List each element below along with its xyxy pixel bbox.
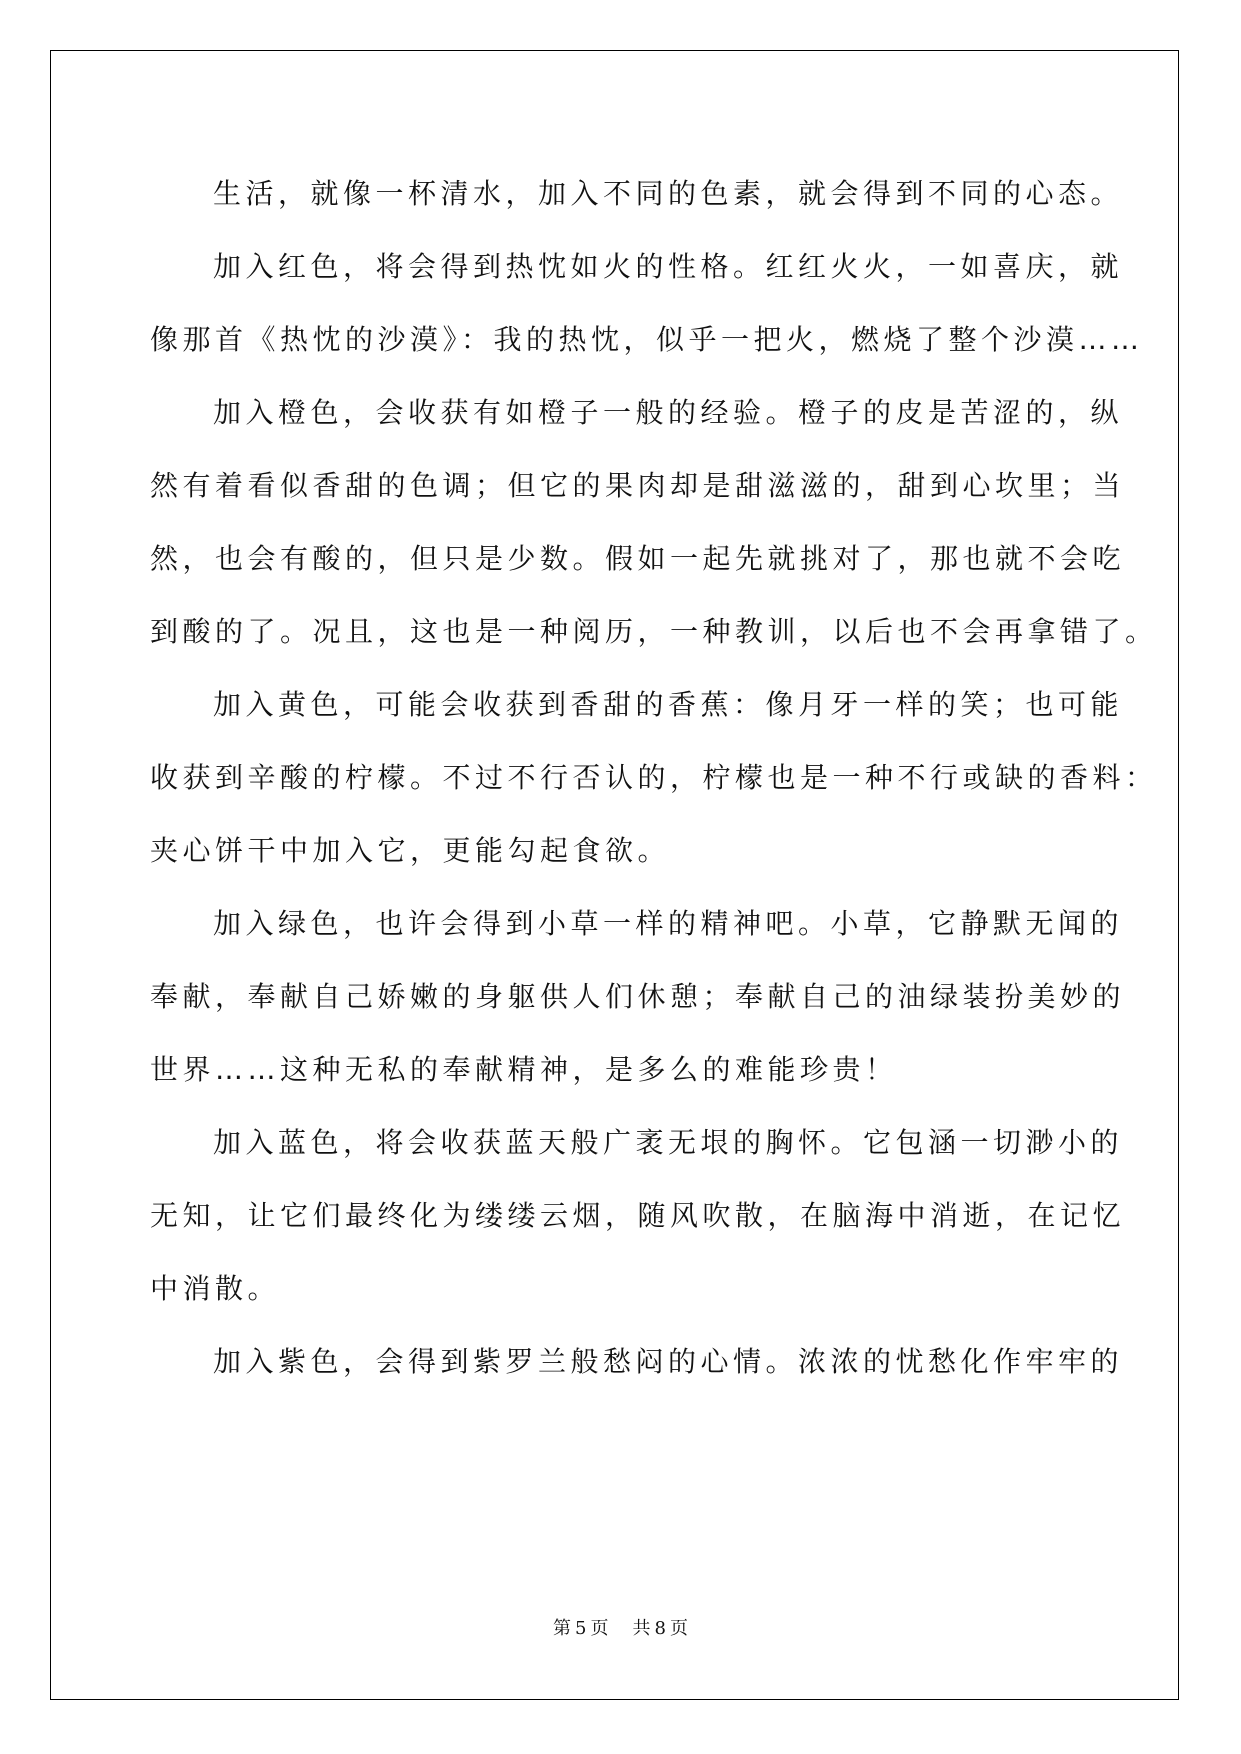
paragraph-3-line-1: 加入橙色，会收获有如橙子一般的经验。橙子的皮是苦涩的，纵 xyxy=(213,396,1124,429)
paragraph-4-line-2: 收获到辛酸的柠檬。不过不行否认的，柠檬也是一种不行或缺的香料： xyxy=(150,761,1158,794)
paragraph-6-line-3: 中消散。 xyxy=(150,1272,281,1305)
paragraph-3-line-4: 到酸的了。况且，这也是一种阅历，一种教训，以后也不会再拿错了。 xyxy=(150,615,1158,648)
page-total: 8 xyxy=(654,1618,666,1639)
total-unit: 页 xyxy=(669,1618,688,1639)
paragraph-4-line-3: 夹心饼干中加入它，更能勾起食欲。 xyxy=(150,834,671,867)
paragraph-6-line-1: 加入蓝色，将会收获蓝天般广袤无垠的胸怀。它包涵一切渺小的 xyxy=(213,1126,1124,1159)
paragraph-1-line-1: 生活，就像一杯清水，加入不同的色素，就会得到不同的心态。 xyxy=(213,177,1124,210)
page-current: 5 xyxy=(575,1618,587,1639)
paragraph-3-line-3: 然，也会有酸的，但只是少数。假如一起先就挑对了，那也就不会吃 xyxy=(150,542,1126,575)
page-unit: 页 xyxy=(590,1618,609,1639)
page-footer xyxy=(0,1614,1241,1640)
paragraph-5-line-1: 加入绿色，也许会得到小草一样的精神吧。小草，它静默无闻的 xyxy=(213,907,1124,940)
total-label: 共 xyxy=(632,1618,651,1639)
paragraph-2-line-1: 加入红色，将会得到热忱如火的性格。红红火火，一如喜庆，就 xyxy=(213,250,1124,283)
paragraph-4-line-1: 加入黄色，可能会收获到香甜的香蕉：像月牙一样的笑；也可能 xyxy=(213,688,1124,721)
paragraph-6-line-2: 无知，让它们最终化为缕缕云烟，随风吹散，在脑海中消逝，在记忆 xyxy=(150,1199,1126,1232)
paragraph-5-line-2: 奉献，奉献自己娇嫩的身躯供人们休憩；奉献自己的油绿装扮美妙的 xyxy=(150,980,1126,1013)
paragraph-7-line-1: 加入紫色，会得到紫罗兰般愁闷的心情。浓浓的忧愁化作牢牢的 xyxy=(213,1345,1124,1378)
paragraph-5-line-3: 世界……这种无私的奉献精神，是多么的难能珍贵！ xyxy=(150,1053,898,1086)
page-label: 第 xyxy=(553,1618,572,1639)
paragraph-3-line-2: 然有着看似香甜的色调；但它的果肉却是甜滋滋的，甜到心坎里；当 xyxy=(150,469,1126,502)
paragraph-2-line-2: 像那首《热忱的沙漠》：我的热忱，似乎一把火，燃烧了整个沙漠…… xyxy=(150,323,1144,356)
page-border xyxy=(50,50,1179,1700)
